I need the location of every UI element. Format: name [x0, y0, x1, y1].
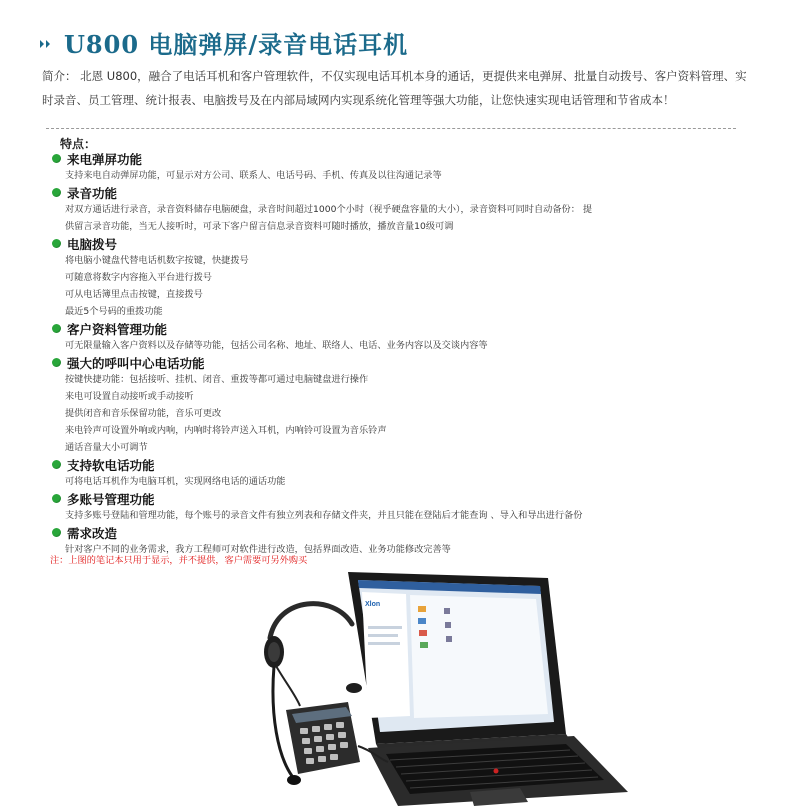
feature-line: 可随意将数字内容拖入平台进行拨号	[65, 272, 212, 283]
feature-line: 支持多账号登陆和管理功能，每个账号的录音文件有独立列表和存储文件夹，并且只能在登陆后才能查询 、导入和导出进行备份	[65, 510, 583, 521]
feature-title: 录音功能	[67, 185, 118, 201]
feature-line: 对双方通话进行录音，录音资料储存电脑硬盘，录音时间超过1000个小时（视乎硬盘容量的大小），录音资料可同时自动备份： 提	[65, 204, 593, 215]
feature-line: 支持来电自动弹屏功能，可显示对方公司、联系人、电话号码、手机、传真及以往沟通记录等	[65, 170, 442, 181]
feature-line: 可将电话耳机作为电脑耳机，实现网络电话的通话功能	[65, 476, 286, 487]
page-header	[38, 22, 408, 62]
green-bullet-icon	[52, 154, 61, 163]
feature-line: 可从电话簿里点击按键，直接拨号	[65, 289, 203, 300]
feature-line: 供留言录音功能，当无人接听时，可录下客户留言信息录音资料可随时播放，播放音量10级可调	[65, 221, 454, 232]
feature-line: 来电铃声可设置外响或内响，内响时将铃声送入耳机，内响铃可设置为音乐铃声	[65, 425, 387, 436]
intro-paragraph: 简介： 北恩 U800，融合了电话耳机和客户管理软件，不仅实现电话耳机本身的通话，更提供来电弹屏、批量自动拨号、客户资料管理、实时录音、员工管理、统计报表、电脑拨号及在内部局域网内实现系统化管理等强大功能，让您快速实现电话管理和节省成本！	[42, 69, 747, 107]
dashed-divider	[46, 128, 736, 129]
feature-title: 来电弹屏功能	[67, 151, 143, 167]
feature-line: 提供闭音和音乐保留功能，音乐可更改	[65, 408, 222, 419]
feature-line: 将电脑小键盘代替电话机数字按键，快捷拨号	[65, 255, 249, 266]
green-bullet-icon	[52, 358, 61, 367]
feature-title: 支持软电话功能	[67, 457, 155, 473]
feature-pc-dialing	[52, 235, 742, 320]
green-bullet-icon	[52, 188, 61, 197]
app-brand-label: Xlon	[365, 601, 381, 608]
double-arrow-icon	[38, 36, 56, 52]
feature-multi-account	[52, 490, 742, 524]
feature-line: 针对客户不同的业务需求，我方工程师可对软件进行改造，包括界面改造、业务功能修改完善等	[65, 544, 451, 555]
disclaimer-note: 注：上图的笔记本只用于显示，并不提供，客户需要可另外购买	[50, 555, 308, 566]
feature-title: 强大的呼叫中心电话功能	[67, 355, 205, 371]
feature-title: 电脑拨号	[67, 236, 118, 252]
feature-title: 需求改造	[67, 525, 118, 541]
feature-line: 最近5个号码的重拨功能	[65, 306, 163, 317]
feature-customer-data	[52, 320, 742, 354]
page-title: U800 电脑弹屏/录音电话耳机	[64, 29, 409, 59]
feature-title: 多账号管理功能	[67, 491, 155, 507]
feature-call-center	[52, 354, 742, 456]
feature-line: 可无限量输入客户资料以及存储等功能，包括公司名称、地址、联络人、电话、业务内容以及交谈内容等	[65, 340, 488, 351]
green-bullet-icon	[52, 494, 61, 503]
features-heading: 特点：	[60, 137, 97, 151]
feature-line: 按键快捷功能：包括接听、挂机、闭音、重拨等都可通过电脑键盘进行操作	[65, 374, 369, 385]
feature-recording	[52, 184, 742, 235]
features-list	[52, 150, 742, 558]
feature-title: 客户资料管理功能	[67, 321, 168, 337]
feature-softphone	[52, 456, 742, 490]
feature-line: 通话音量大小可调节	[65, 442, 148, 453]
green-bullet-icon	[52, 239, 61, 248]
green-bullet-icon	[52, 460, 61, 469]
green-bullet-icon	[52, 324, 61, 333]
laptop-icon	[348, 572, 628, 806]
green-bullet-icon	[52, 528, 61, 537]
feature-caller-popup	[52, 150, 742, 184]
product-illustration	[248, 566, 648, 806]
feature-line: 来电可设置自动接听或手动接听	[65, 391, 194, 402]
